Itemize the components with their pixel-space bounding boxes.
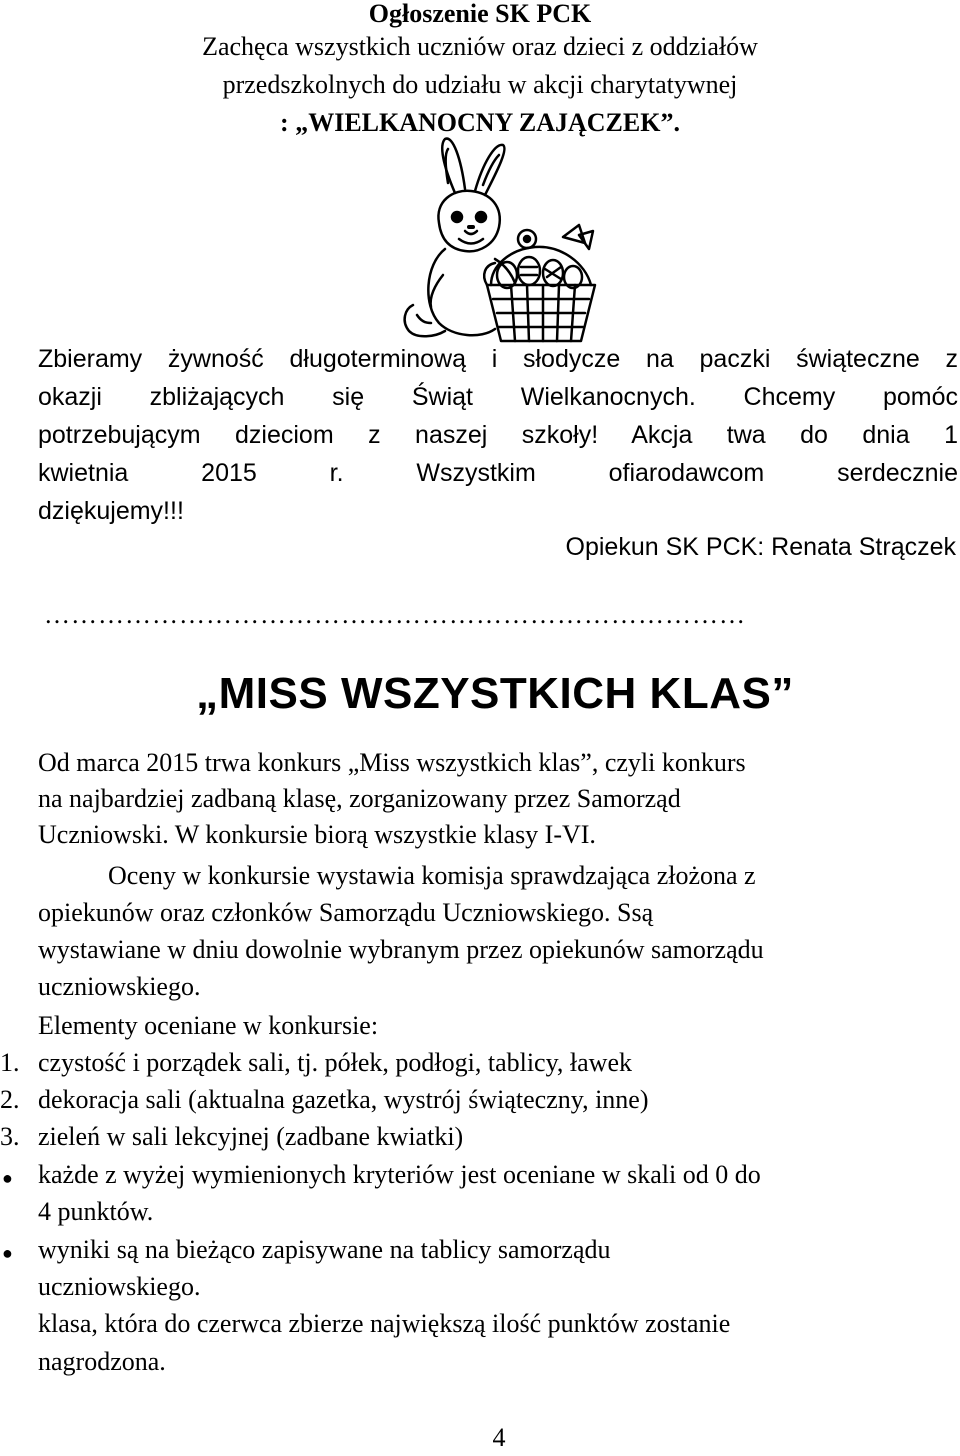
- paragraph-line: klasa, która do czerwca zbierze największą ilość punktów zostanie: [38, 1309, 731, 1338]
- intro-line-3: : „WIELKANOCNY ZAJĄCZEK”.: [280, 108, 680, 137]
- page-number: 4: [492, 1423, 506, 1452]
- paragraph-line: Od marca 2015 trwa konkurs „Miss wszystkich klas”, czyli konkurs: [38, 748, 746, 777]
- criteria-numbered-list: [0, 1044, 960, 1156]
- contest-paragraph-2: [38, 857, 938, 1005]
- paragraph-line: uczniowskiego.: [38, 972, 201, 1001]
- body-line: okazji zbliżających się Świąt Wielkanocnych. Chcemy pomóc: [38, 383, 958, 411]
- paragraph-line: wystawiane w dniu dowolnie wybranym przez opiekunów samorządu: [38, 935, 764, 964]
- contest-paragraph-1: [38, 745, 938, 853]
- body-line: kwietnia 2015 r. Wszystkim ofiarodawcom serdecznie: [38, 459, 958, 487]
- criteria-heading: Elementy oceniane w konkursie:: [38, 1011, 379, 1040]
- list-text: każde z wyżej wymienionych kryteriów jest oceniane w skali od 0 do: [38, 1160, 761, 1189]
- easter-bunny-icon: [395, 135, 600, 347]
- bullet-icon: ●: [2, 1243, 13, 1263]
- list-text: czystość i porządek sali, tj. półek, podłogi, tablicy, ławek: [38, 1048, 632, 1077]
- contest-title: „MISS WSZYSTKICH KLAS”: [196, 669, 794, 718]
- criteria-bullet-list: [0, 1156, 960, 1306]
- list-text: wyniki są na bieżąco zapisywane na tablicy samorządu: [38, 1235, 611, 1264]
- list-text: zieleń w sali lekcyjnej (zadbane kwiatki): [38, 1122, 464, 1151]
- list-text: dekoracja sali (aktualna gazetka, wystrój świąteczny, inne): [38, 1085, 649, 1114]
- announcement-signature: Opiekun SK PCK: Renata Strączek: [565, 533, 956, 561]
- announcement-body: [38, 340, 958, 530]
- bullet-icon: ●: [2, 1168, 13, 1188]
- list-text: 4 punktów.: [38, 1197, 154, 1226]
- body-line: potrzebującym dzieciom z naszej szkoły! Akcja twa do dnia 1: [38, 421, 958, 449]
- paragraph-line: nagrodzona.: [38, 1347, 166, 1376]
- list-item: [0, 1231, 960, 1305]
- announcement-intro: [0, 28, 960, 142]
- intro-line-2: przedszkolnych do udziału w akcji charytatywnej: [222, 70, 738, 99]
- body-line: Zbieramy żywność długoterminową i słodycze na paczki świąteczne z: [38, 345, 958, 373]
- list-number: 3.: [0, 1122, 20, 1151]
- paragraph-line: na najbardziej zadbaną klasę, zorganizowany przez Samorząd: [38, 784, 681, 813]
- paragraph-line: Uczniowski. W konkursie biorą wszystkie klasy I-VI.: [38, 820, 596, 849]
- paragraph-line: Oceny w konkursie wystawia komisja sprawdzająca złożona z: [108, 861, 756, 890]
- announcement-heading: Ogłoszenie SK PCK: [368, 0, 592, 28]
- dotted-separator: ……………………………………………………………………: [44, 600, 746, 629]
- paragraph-line: opiekunów oraz członków Samorządu Uczniowskiego. Ssą: [38, 898, 654, 927]
- intro-line-1: Zachęca wszystkich uczniów oraz dzieci z oddziałów: [202, 32, 758, 61]
- list-number: 2.: [0, 1085, 20, 1114]
- list-item: [0, 1156, 960, 1230]
- list-number: 1.: [0, 1048, 20, 1077]
- body-line: dziękujemy!!!: [38, 497, 184, 525]
- closing-paragraph: [38, 1305, 938, 1381]
- list-text: uczniowskiego.: [38, 1272, 201, 1301]
